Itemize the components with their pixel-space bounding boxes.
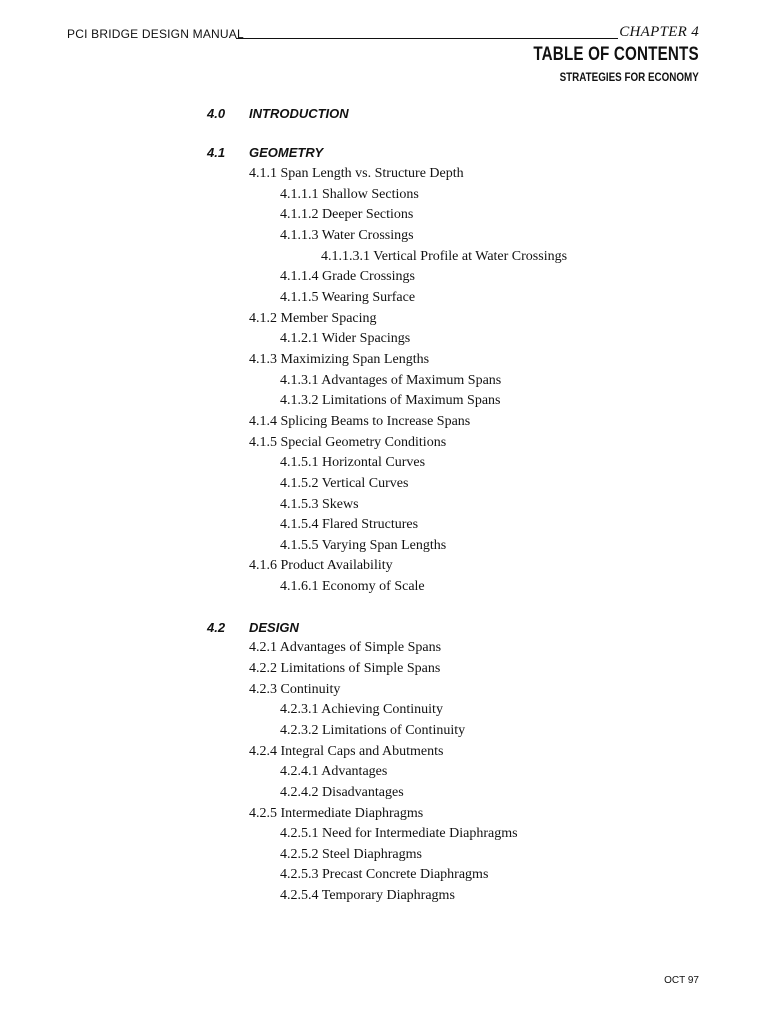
toc-entry[interactable]: 4.2.5 Intermediate Diaphragms	[249, 806, 424, 821]
toc-entry[interactable]: 4.1.1.3.1 Vertical Profile at Water Crossings	[321, 249, 568, 264]
toc-entry[interactable]: 4.1.6 Product Availability	[249, 558, 393, 573]
section-title: INTRODUCTION	[249, 106, 349, 121]
toc-entry[interactable]: 4.2.2 Limitations of Simple Spans	[249, 661, 441, 676]
manual-title: PCI BRIDGE DESIGN MANUAL	[67, 27, 244, 41]
toc-entry[interactable]: 4.1.1.2 Deeper Sections	[280, 207, 414, 222]
toc-entry[interactable]: 4.1.5.1 Horizontal Curves	[280, 455, 426, 470]
toc-entry[interactable]: 4.2.5.1 Need for Intermediate Diaphragms	[280, 826, 518, 841]
footer-date: OCT 97	[664, 975, 699, 986]
toc-entry[interactable]: 4.2.3.2 Limitations of Continuity	[280, 723, 466, 738]
page-title: TABLE OF CONTENTS	[533, 44, 699, 65]
toc-entry[interactable]: 4.1.2 Member Spacing	[249, 311, 377, 326]
toc-entry[interactable]: 4.1.6.1 Economy of Scale	[280, 579, 425, 594]
page-subtitle: STRATEGIES FOR ECONOMY	[559, 70, 699, 84]
toc-entry[interactable]: 4.2.1 Advantages of Simple Spans	[249, 640, 442, 655]
toc-entry[interactable]: 4.1.5 Special Geometry Conditions	[249, 435, 447, 450]
toc-entry[interactable]: 4.1.1.5 Wearing Surface	[280, 290, 416, 305]
toc-entry[interactable]: 4.1.5.4 Flared Structures	[280, 517, 419, 532]
toc-entry[interactable]: 4.1.5.5 Varying Span Lengths	[280, 538, 447, 553]
toc-entry[interactable]: 4.1.3.1 Advantages of Maximum Spans	[280, 373, 502, 388]
toc-entry[interactable]: 4.1.1.3 Water Crossings	[280, 228, 414, 243]
toc-entry[interactable]: 4.2.5.4 Temporary Diaphragms	[280, 888, 455, 903]
toc-entry[interactable]: 4.1.1 Span Length vs. Structure Depth	[249, 166, 464, 181]
section-title: GEOMETRY	[249, 145, 324, 160]
toc-entry[interactable]: 4.1.5.2 Vertical Curves	[280, 476, 409, 491]
toc-entry[interactable]: 4.2.3 Continuity	[249, 682, 341, 697]
toc-entry[interactable]: 4.2.5.2 Steel Diaphragms	[280, 847, 422, 862]
section-number: 4.0	[207, 106, 226, 121]
toc-entry[interactable]: 4.1.1.4 Grade Crossings	[280, 269, 415, 284]
toc-entry[interactable]: 4.1.3.2 Limitations of Maximum Spans	[280, 393, 501, 408]
toc-entry[interactable]: 4.2.4.1 Advantages	[280, 764, 388, 779]
toc-entry[interactable]: 4.1.3 Maximizing Span Lengths	[249, 352, 430, 367]
toc-entry[interactable]: 4.2.3.1 Achieving Continuity	[280, 702, 443, 717]
section-number: 4.2	[207, 620, 226, 635]
toc-entry[interactable]: 4.2.4.2 Disadvantages	[280, 785, 404, 800]
section-number: 4.1	[207, 145, 226, 160]
chapter-label: CHAPTER 4	[619, 24, 699, 40]
toc-entry[interactable]: 4.1.1.1 Shallow Sections	[280, 187, 419, 202]
toc-entry[interactable]: 4.2.4 Integral Caps and Abutments	[249, 744, 444, 759]
section-title: DESIGN	[249, 620, 299, 635]
toc-entry[interactable]: 4.1.2.1 Wider Spacings	[280, 331, 411, 346]
toc-entry[interactable]: 4.1.4 Splicing Beams to Increase Spans	[249, 414, 471, 429]
toc-entry[interactable]: 4.1.5.3 Skews	[280, 497, 359, 512]
toc-entry[interactable]: 4.2.5.3 Precast Concrete Diaphragms	[280, 867, 489, 882]
